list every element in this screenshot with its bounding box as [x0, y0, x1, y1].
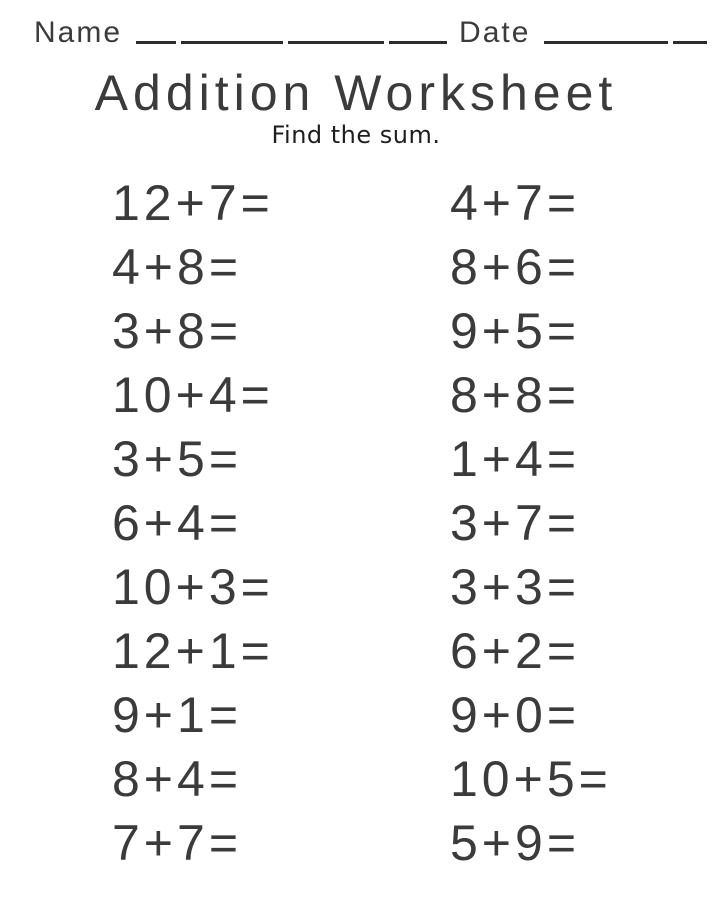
date-blank-line [544, 41, 707, 44]
problem: 4+8= [112, 238, 243, 295]
problem: 10+4= [112, 366, 274, 423]
header [0, 0, 712, 49]
problem: 9+0= [450, 686, 581, 743]
problems-grid [0, 171, 712, 875]
problem: 9+5= [450, 302, 581, 359]
line-segment [673, 41, 707, 44]
problem: 10+3= [112, 558, 274, 615]
line-segment [136, 41, 176, 44]
date-label: Date [459, 16, 531, 49]
problem: 10+5= [450, 750, 612, 807]
problem: 3+8= [112, 302, 243, 359]
problems-column-right [450, 171, 712, 875]
worksheet-subtitle: Find the sum. [271, 120, 441, 149]
problem: 8+8= [450, 366, 581, 423]
problems-column-left [112, 171, 450, 875]
problem: 9+1= [112, 686, 243, 743]
problem: 6+2= [450, 622, 581, 679]
problem: 3+5= [112, 430, 243, 487]
name-blank-line [136, 41, 447, 44]
problem: 3+3= [450, 558, 581, 615]
line-segment [544, 41, 668, 44]
problem: 1+4= [450, 430, 581, 487]
line-segment [389, 41, 447, 44]
problem: 5+9= [450, 814, 581, 871]
problem: 8+4= [112, 750, 243, 807]
problem: 7+7= [112, 814, 243, 871]
problem: 8+6= [450, 238, 581, 295]
problem: 6+4= [112, 494, 243, 551]
problem: 12+1= [112, 622, 274, 679]
line-segment [181, 41, 283, 44]
worksheet-title: Addition Worksheet [94, 65, 618, 121]
problem: 12+7= [112, 174, 274, 231]
line-segment [288, 41, 384, 44]
name-label: Name [34, 16, 123, 49]
problem: 3+7= [450, 494, 581, 551]
problem: 4+7= [450, 174, 581, 231]
